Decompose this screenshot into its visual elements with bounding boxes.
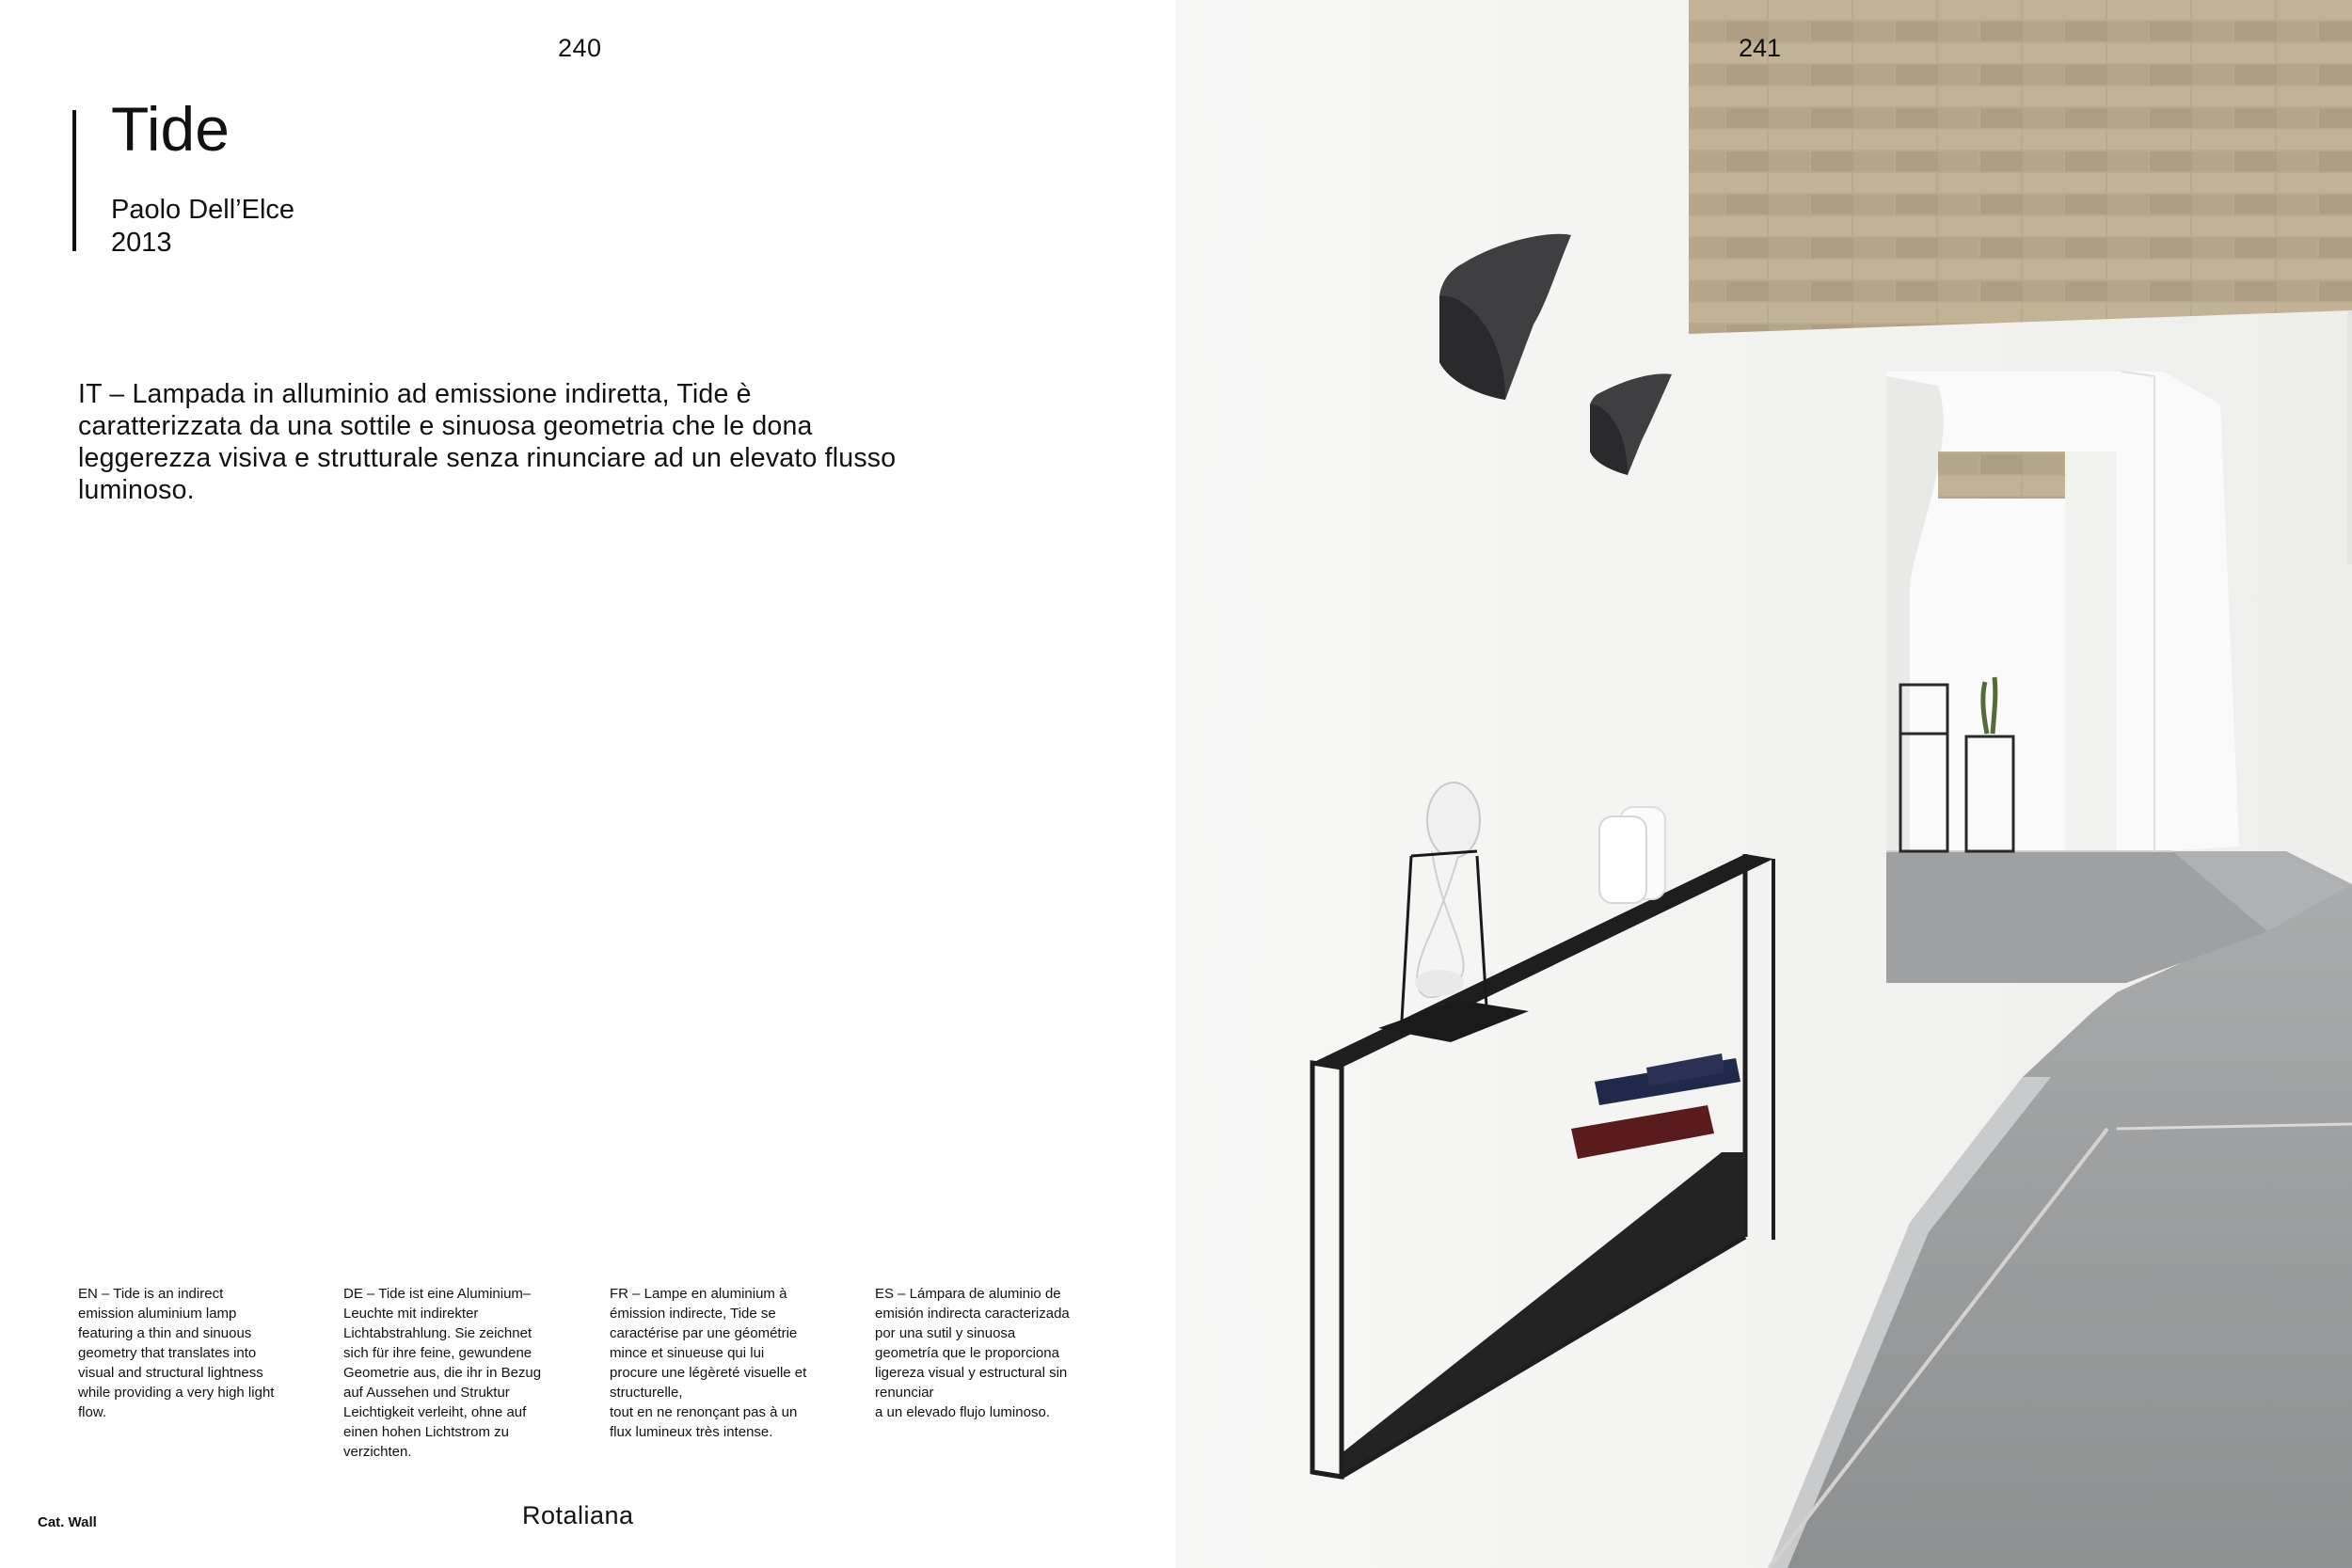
title-rule	[72, 110, 76, 251]
right-page	[1176, 0, 2352, 1568]
page-number-left: 240	[558, 34, 602, 62]
description-italian: IT – Lampada in alluminio ad emissione indiretta, Tide è caratterizzata da una sottile e sinuosa geometria che le dona leggerezza visiva e strutturale senza rinunciare ad un elevato flusso luminoso.	[78, 379, 897, 505]
designer-block	[111, 194, 294, 260]
page-number-right: 241	[1739, 34, 1782, 62]
product-photo	[1176, 0, 2352, 1568]
brand-name: Rotaliana	[522, 1501, 634, 1529]
description-english: EN – Tide is an indirect emission aluminium lamp featuring a thin and sinuous geometry that translates into visual and structural lightness while providing a very high light flow.	[78, 1286, 275, 1420]
description-german: DE – Tide ist eine Aluminium– Leuchte mit indirekter Lichtabstrahlung. Sie zeichnet sich für ihre feine, gewundene Geometrie aus, die ihr in Bezug auf Aussehen und Struktur Leichtigkeit verleiht, ohne auf einen hohen Lichtstrom zu verzichten.	[343, 1286, 542, 1460]
description-spanish: ES – Lámpara de aluminio de emisión indirecta caracterizada por una sutil y sinuosa geometría que le proporciona ligereza visual y estructural sin renunciar a un elevado flujo luminoso.	[875, 1286, 1070, 1420]
description-french: FR – Lampe en aluminium à émission indirecte, Tide se caractérise par une géométrie mince et sinueuse qui lui procure une légèreté visuelle et structurelle, tout en ne renonçant pas à un flux lumineux très intense.	[610, 1286, 807, 1440]
candles	[1599, 807, 1665, 903]
back-stone	[1938, 451, 2065, 499]
design-year: 2013	[111, 228, 172, 258]
stone-ceiling	[1689, 0, 2352, 334]
designer-name: Paolo Dell’Elce	[111, 195, 295, 225]
product-title: Tide	[111, 94, 230, 164]
category-label: Cat. Wall	[38, 1514, 97, 1530]
